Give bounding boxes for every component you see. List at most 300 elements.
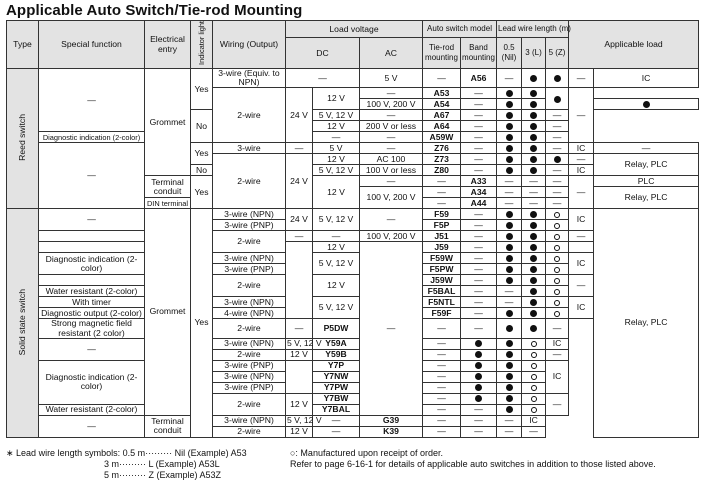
dc-load-cell: 12 V	[313, 176, 360, 209]
ic-cell: —	[546, 393, 569, 415]
special-function-cell	[39, 242, 145, 253]
header-length-5: 5 (Z)	[546, 38, 569, 69]
lead-5-cell: —	[546, 132, 569, 143]
wiring-cell: 3-wire (NPN)	[213, 371, 286, 382]
tie-rod-model-cell: J59W	[423, 275, 461, 286]
lead-3-cell	[497, 360, 522, 371]
band-model-cell: —	[461, 121, 497, 132]
tie-rod-model-cell: Y7BAL	[313, 404, 360, 415]
made-to-order-circle-icon	[554, 278, 560, 284]
tie-rod-model-cell: Y7PW	[313, 382, 360, 393]
electrical-entry-cell: Grommet	[145, 209, 191, 415]
lead-5-cell	[522, 360, 546, 371]
lead-3-cell	[497, 319, 522, 338]
tie-rod-model-cell: A53	[423, 88, 461, 99]
lead-5-cell: —	[546, 187, 569, 198]
tie-rod-model-cell: P5DW	[313, 319, 360, 338]
lead-3-cell	[546, 68, 569, 87]
lead-5-cell	[594, 99, 699, 110]
available-dot-icon	[530, 101, 537, 108]
indicator-light-cell: Yes	[191, 176, 213, 209]
lead-0-5-cell: —	[461, 319, 497, 338]
special-function-cell: With timer	[39, 297, 145, 308]
ac-voltage-cell: —	[360, 209, 423, 231]
lead-0-5-cell	[497, 143, 522, 154]
applicable-load-cell: —	[594, 143, 699, 154]
band-model-cell: —	[461, 242, 497, 253]
available-dot-icon	[506, 325, 513, 332]
tie-rod-model-cell: F59W	[423, 253, 461, 264]
lead-3-cell	[497, 393, 522, 404]
tie-rod-model-cell: Z73	[423, 154, 461, 165]
tie-rod-model-cell: —	[313, 415, 360, 426]
band-model-cell: A33	[461, 176, 497, 187]
electrical-entry-cell: Terminal conduit	[145, 176, 191, 198]
lead-0-5-cell	[461, 393, 497, 404]
tie-rod-model-cell: J51	[423, 231, 461, 242]
lead-0-5-cell	[497, 154, 522, 165]
ac-voltage-cell: 100 V, 200 V	[360, 187, 423, 209]
header-band-mounting: Band mounting	[461, 38, 497, 69]
special-function-cell: Diagnostic indication (2-color)	[39, 132, 145, 143]
available-dot-icon	[506, 340, 513, 347]
available-dot-icon	[530, 90, 537, 97]
ac-voltage-cell: 100 V or less	[360, 165, 423, 176]
ic-cell: —	[569, 88, 594, 143]
tie-rod-model-cell: —	[313, 426, 360, 437]
special-function-cell: Diagnostic output (2-color)	[39, 308, 145, 319]
lead-5-cell: —	[569, 68, 594, 87]
available-dot-icon	[530, 266, 537, 273]
lead-5-cell	[546, 286, 569, 297]
lead-3-cell	[522, 242, 546, 253]
ic-cell: —	[569, 231, 594, 242]
table-row	[7, 68, 699, 87]
dc-voltage-cell: —	[286, 143, 313, 154]
band-model-cell: A44	[461, 198, 497, 209]
ac-voltage-cell: AC 100	[360, 154, 423, 165]
available-dot-icon	[530, 255, 537, 262]
footnote-lead-5m: 5 m········· Z (Example) A53Z	[104, 470, 221, 480]
band-model-cell: —	[461, 231, 497, 242]
band-model-cell: —	[423, 393, 461, 404]
available-dot-icon	[506, 277, 513, 284]
lead-0-5-cell: —	[423, 415, 461, 426]
electrical-entry-cell: Terminal conduit	[145, 415, 191, 437]
header-load-voltage: Load voltage	[286, 21, 423, 38]
wiring-cell: 2-wire	[213, 426, 286, 437]
special-function-cell: Diagnostic indication (2-color)	[39, 360, 145, 404]
header-electrical-entry: Electrical entry	[145, 21, 191, 69]
lead-0-5-cell	[497, 209, 522, 220]
lead-0-5-cell	[497, 99, 522, 110]
lead-0-5-cell	[461, 349, 497, 360]
dc-load-cell: 12 V	[313, 154, 360, 165]
table-row	[7, 209, 699, 220]
made-to-order-circle-icon	[554, 256, 560, 262]
lead-3-cell: —	[522, 198, 546, 209]
tie-rod-model-cell: F59	[423, 209, 461, 220]
page-title: Applicable Auto Switch/Tie-rod Mounting	[6, 2, 303, 19]
available-dot-icon	[530, 112, 537, 119]
lead-5-cell	[546, 88, 569, 110]
dc-load-cell: 5 V, 12 V	[313, 110, 360, 121]
wiring-cell: 2-wire	[213, 393, 286, 415]
available-dot-icon	[506, 211, 513, 218]
lead-0-5-cell	[461, 360, 497, 371]
lead-0-5-cell: —	[497, 286, 522, 297]
header-row-1	[7, 21, 699, 38]
lead-5-cell	[522, 382, 546, 393]
dc-load-cell: —	[313, 231, 360, 242]
table-row	[7, 143, 699, 154]
lead-3-cell	[522, 132, 546, 143]
band-model-cell: —	[461, 110, 497, 121]
made-to-order-circle-icon	[554, 234, 560, 240]
ic-cell: —	[522, 426, 546, 437]
ic-cell: —	[569, 176, 594, 209]
lead-3-cell	[522, 209, 546, 220]
lead-0-5-cell	[497, 121, 522, 132]
tie-rod-model-cell: A67	[423, 110, 461, 121]
available-dot-icon	[506, 134, 513, 141]
lead-5-cell	[522, 349, 546, 360]
tie-rod-model-cell: Y59B	[313, 349, 360, 360]
dc-load-cell: 12 V	[286, 426, 313, 437]
available-dot-icon	[530, 299, 537, 306]
tie-rod-model-cell: —	[423, 198, 461, 209]
ic-cell: IC	[594, 68, 699, 87]
ic-cell: IC	[569, 143, 594, 154]
wiring-cell: 3-wire (Equiv. to NPN)	[213, 68, 286, 87]
available-dot-icon	[506, 101, 513, 108]
lead-0-5-cell	[497, 220, 522, 231]
ic-cell: —	[569, 154, 594, 165]
available-dot-icon	[530, 233, 537, 240]
special-function-cell	[39, 275, 145, 286]
dc-load-cell: 5 V, 12 V	[313, 253, 360, 275]
band-model-cell: K39	[360, 426, 423, 437]
tie-rod-model-cell: J59	[423, 242, 461, 253]
lead-5-cell	[546, 308, 569, 319]
band-model-cell: —	[423, 360, 461, 371]
band-model-cell: —	[461, 308, 497, 319]
band-model-cell: —	[461, 143, 497, 154]
lead-3-cell	[522, 297, 546, 308]
lead-5-cell	[522, 371, 546, 382]
ic-cell: —	[569, 275, 594, 297]
wiring-cell: 3-wire (PNP)	[213, 382, 286, 393]
lead-0-5-cell	[497, 231, 522, 242]
tie-rod-model-cell: Z80	[423, 165, 461, 176]
ac-voltage-cell: 200 V or less	[360, 121, 423, 132]
available-dot-icon	[530, 211, 537, 218]
ac-voltage-cell: —	[360, 176, 423, 187]
dc-load-cell: 5 V, 12 V	[313, 297, 360, 319]
dc-voltage-cell: 24 V	[286, 88, 313, 143]
lead-0-5-cell	[497, 253, 522, 264]
lead-5-cell	[546, 242, 569, 253]
tie-rod-model-cell: F59F	[423, 308, 461, 319]
available-dot-icon	[475, 373, 482, 380]
available-dot-icon	[554, 75, 561, 82]
header-indicator-light: Indicator light	[191, 21, 213, 69]
lead-3-cell	[522, 253, 546, 264]
available-dot-icon	[506, 362, 513, 369]
available-dot-icon	[530, 222, 537, 229]
available-dot-icon	[506, 90, 513, 97]
available-dot-icon	[506, 145, 513, 152]
lead-0-5-cell	[497, 242, 522, 253]
tie-rod-model-cell: A59W	[423, 132, 461, 143]
wiring-cell: 3-wire	[213, 143, 286, 154]
lead-5-cell	[546, 220, 569, 231]
wiring-cell: 3-wire (PNP)	[213, 220, 286, 231]
band-model-cell: —	[461, 253, 497, 264]
dc-load-cell: 12 V	[286, 349, 313, 360]
wiring-cell: 2-wire	[213, 319, 286, 338]
tie-rod-model-cell: Y7NW	[313, 371, 360, 382]
tie-rod-model-cell: Y59A	[313, 338, 360, 349]
lead-0-5-cell	[497, 275, 522, 286]
tie-rod-model-cell: Y7BW	[313, 393, 360, 404]
indicator-light-cell: No	[191, 165, 213, 176]
band-model-cell: G39	[360, 415, 423, 426]
dc-load-cell: 12 V	[286, 393, 313, 415]
wiring-cell: 4-wire (NPN)	[213, 308, 286, 319]
available-dot-icon	[506, 123, 513, 130]
wiring-cell: 2-wire	[213, 349, 286, 360]
lead-5-cell	[522, 319, 546, 338]
band-model-cell: —	[461, 99, 497, 110]
ic-cell: IC	[569, 209, 594, 231]
wiring-cell: 3-wire (NPN)	[213, 415, 286, 426]
lead-0-5-cell	[497, 132, 522, 143]
available-dot-icon	[506, 244, 513, 251]
band-model-cell: —	[461, 286, 497, 297]
lead-5-cell	[546, 253, 569, 264]
dc-voltage-cell: 24 V	[286, 154, 313, 209]
wiring-cell: 3-wire (NPN)	[213, 209, 286, 220]
wiring-cell: 2-wire	[213, 275, 286, 297]
made-to-order-circle-icon	[531, 396, 537, 402]
type-cell: Reed switch	[7, 68, 39, 208]
dc-load-cell	[286, 360, 313, 393]
tie-rod-model-cell: A56	[461, 68, 497, 87]
header-lead-wire-length: Lead wire length (m)	[497, 21, 569, 38]
wiring-cell: 3-wire (NPN)	[213, 297, 286, 308]
dc-voltage-cell	[286, 242, 313, 319]
tie-rod-model-cell: —	[423, 176, 461, 187]
available-dot-icon	[506, 222, 513, 229]
lead-3-cell	[497, 349, 522, 360]
lead-5-cell: —	[497, 426, 522, 437]
available-dot-icon	[506, 373, 513, 380]
ac-voltage-cell: 100 V, 200 V	[360, 99, 423, 110]
dc-voltage-cell: —	[286, 231, 313, 242]
available-dot-icon	[530, 244, 537, 251]
lead-3-cell: —	[522, 176, 546, 187]
lead-3-cell	[522, 264, 546, 275]
band-model-cell: —	[497, 68, 522, 87]
lead-3-cell	[522, 286, 546, 297]
available-dot-icon	[530, 310, 537, 317]
dc-load-cell: 5 V	[360, 68, 423, 87]
band-model-cell: —	[461, 165, 497, 176]
available-dot-icon	[554, 96, 561, 103]
available-dot-icon	[506, 112, 513, 119]
available-dot-icon	[506, 310, 513, 317]
band-model-cell: —	[423, 319, 461, 338]
dc-load-cell: 5 V	[313, 143, 360, 154]
tie-rod-model-cell: A54	[423, 99, 461, 110]
made-to-order-circle-icon	[554, 267, 560, 273]
dc-load-cell: 5 V, 12 V	[287, 415, 322, 426]
indicator-light-cell: Yes	[191, 143, 213, 165]
ic-cell: IC	[522, 415, 546, 426]
lead-3-cell	[497, 338, 522, 349]
band-model-cell: —	[461, 154, 497, 165]
band-model-cell: —	[461, 88, 497, 99]
lead-0-5-cell: —	[423, 426, 461, 437]
lead-0-5-cell	[497, 264, 522, 275]
available-dot-icon	[475, 340, 482, 347]
header-dc: DC	[286, 38, 360, 69]
band-model-cell: —	[423, 404, 461, 415]
table-row	[7, 132, 699, 143]
ic-cell	[569, 242, 594, 253]
lead-5-cell: —	[546, 110, 569, 121]
special-function-cell: Water resistant (2-color)	[39, 286, 145, 297]
lead-5-cell	[546, 231, 569, 242]
lead-5-cell	[522, 338, 546, 349]
special-function-cell: Water resistant (2-color)	[39, 404, 145, 415]
dc-load-cell: —	[286, 319, 313, 338]
dc-load-cell: 12 V	[313, 121, 360, 132]
band-model-cell: —	[423, 382, 461, 393]
lead-3-cell	[522, 220, 546, 231]
tie-rod-model-cell: —	[423, 187, 461, 198]
lead-3-cell	[522, 110, 546, 121]
ac-voltage-cell: —	[360, 242, 423, 415]
lead-0-5-cell	[497, 308, 522, 319]
ic-cell: IC	[546, 338, 569, 349]
lead-5-cell	[546, 264, 569, 275]
lead-3-cell	[522, 121, 546, 132]
ic-cell: —	[546, 319, 569, 338]
available-dot-icon	[530, 134, 537, 141]
lead-3-cell	[522, 275, 546, 286]
available-dot-icon	[530, 145, 537, 152]
band-model-cell: —	[461, 209, 497, 220]
lead-0-5-cell	[497, 110, 522, 121]
dc-load-cell: —	[313, 132, 360, 143]
available-dot-icon	[506, 406, 513, 413]
available-dot-icon	[506, 156, 513, 163]
lead-0-5-cell	[497, 88, 522, 99]
header-special-function: Special function	[39, 21, 145, 69]
lead-0-5-cell: —	[497, 176, 522, 187]
lead-5-cell: —	[546, 176, 569, 187]
band-model-cell: A34	[461, 187, 497, 198]
special-function-cell: —	[39, 143, 145, 209]
electrical-entry-cell: DIN terminal	[145, 198, 191, 209]
band-model-cell: —	[423, 338, 461, 349]
band-model-cell: —	[461, 297, 497, 308]
lead-0-5-cell: —	[461, 404, 497, 415]
lead-0-5-cell	[461, 371, 497, 382]
footnote-refer: Refer to page 6-16-1 for details of applicable auto switches in addition to those listed above.	[290, 459, 656, 469]
wiring-cell: 3-wire (NPN)	[213, 253, 286, 264]
indicator-light-cell: Yes	[191, 68, 213, 109]
tie-rod-model-cell: F5P	[423, 220, 461, 231]
available-dot-icon	[643, 101, 650, 108]
lead-3-cell	[522, 231, 546, 242]
applicable-load-cell: PLC	[594, 176, 699, 187]
lead-0-5-cell	[522, 68, 546, 87]
electrical-entry-cell: Grommet	[145, 68, 191, 175]
applicable-load-cell: Relay, PLC	[594, 209, 699, 437]
made-to-order-circle-icon	[531, 341, 537, 347]
lead-5-cell	[546, 297, 569, 308]
lead-3-cell: —	[461, 426, 497, 437]
made-to-order-circle-icon	[554, 223, 560, 229]
available-dot-icon	[475, 395, 482, 402]
header-applicable-load: Applicable load	[569, 21, 699, 69]
lead-0-5-cell	[461, 338, 497, 349]
wiring-cell: 3-wire (PNP)	[213, 264, 286, 275]
lead-5-cell	[522, 393, 546, 404]
tie-rod-model-cell: F5PW	[423, 264, 461, 275]
tie-rod-model-cell: F5NTL	[423, 297, 461, 308]
available-dot-icon	[530, 156, 537, 163]
dc-load-cell: 12 V	[313, 88, 360, 110]
indicator-light-cell: Yes	[191, 209, 213, 437]
made-to-order-circle-icon	[554, 300, 560, 306]
band-model-cell: —	[423, 349, 461, 360]
available-dot-icon	[530, 288, 537, 295]
special-function-cell: —	[39, 415, 145, 437]
made-to-order-circle-icon	[531, 374, 537, 380]
header-ac: AC	[360, 38, 423, 69]
applicable-load-cell: Relay, PLC	[594, 154, 699, 176]
header-auto-switch-model: Auto switch model	[423, 21, 497, 38]
type-cell: Solid state switch	[7, 209, 39, 437]
available-dot-icon	[506, 384, 513, 391]
lead-5-cell: —	[546, 143, 569, 154]
made-to-order-circle-icon	[554, 212, 560, 218]
indicator-light-cell: No	[191, 110, 213, 143]
made-to-order-circle-icon	[554, 311, 560, 317]
lead-5-cell: —	[546, 121, 569, 132]
available-dot-icon	[506, 255, 513, 262]
made-to-order-circle-icon	[531, 352, 537, 358]
ic-cell: IC	[569, 165, 594, 176]
special-function-cell	[39, 231, 145, 242]
made-to-order-circle-icon	[531, 407, 537, 413]
made-to-order-circle-icon	[554, 289, 560, 295]
available-dot-icon	[475, 362, 482, 369]
special-function-cell: Strong magnetic field resistant (2 color)	[39, 319, 145, 338]
footnote-lead-3m: 3 m········· L (Example) A53L	[104, 459, 220, 469]
lead-5-cell	[546, 275, 569, 286]
lead-3-cell	[522, 88, 546, 99]
band-model-cell: —	[461, 275, 497, 286]
lead-0-5-cell: —	[497, 187, 522, 198]
wiring-cell: 3-wire (PNP)	[213, 360, 286, 371]
dc-load-cell: 12 V	[313, 242, 360, 253]
lead-3-cell: —	[522, 187, 546, 198]
